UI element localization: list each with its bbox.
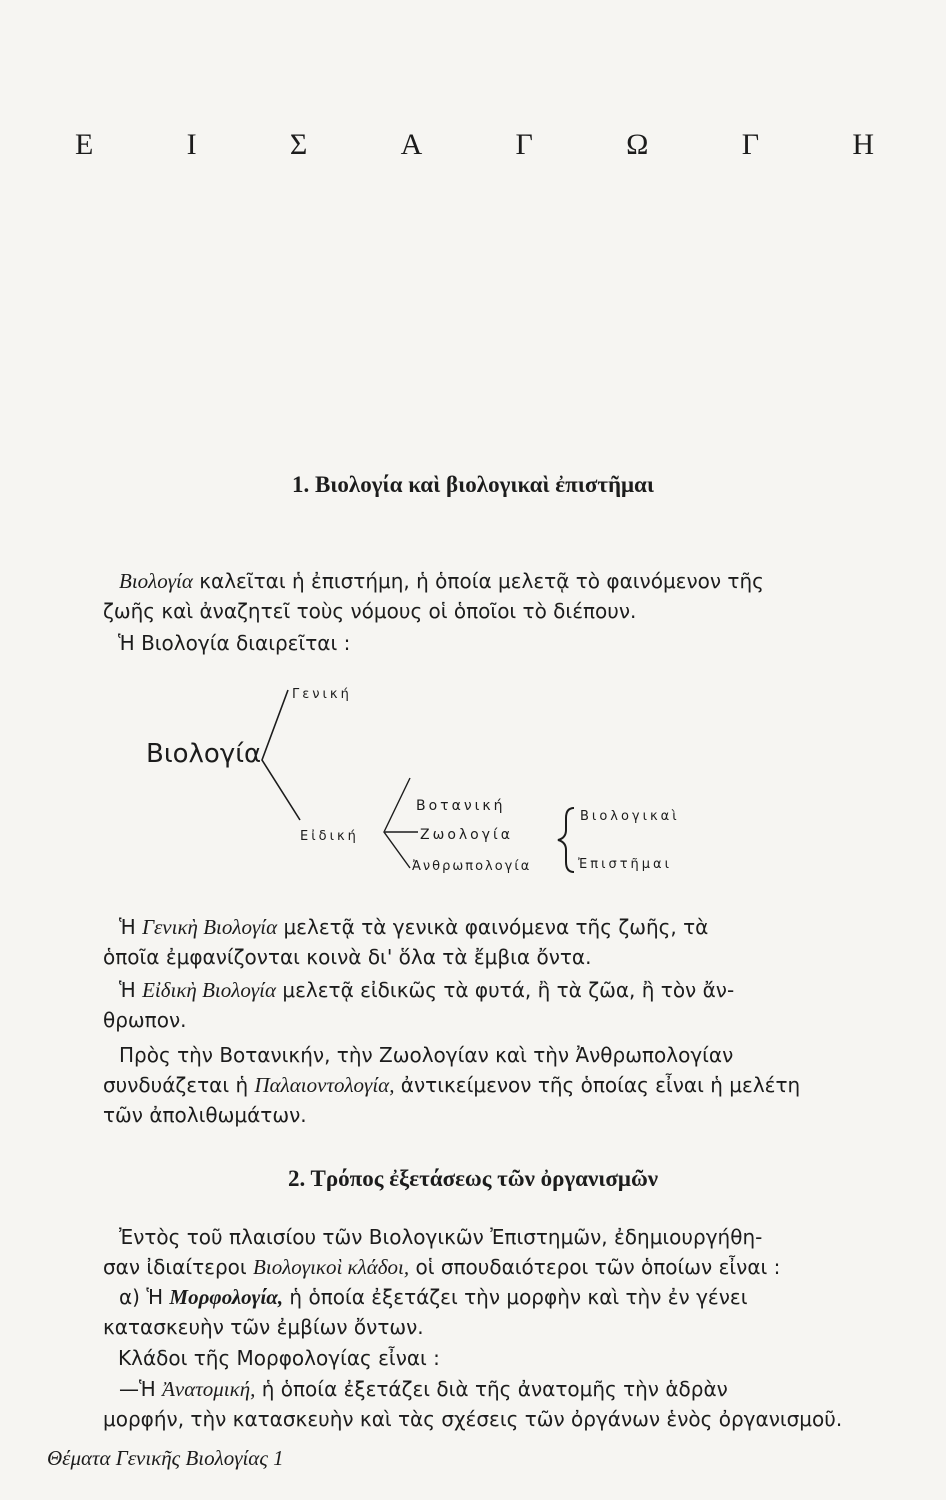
tree-general-label: Γενική [292,687,352,702]
paragraph-special-biology [103,975,863,1035]
text-line: θρωπον. [103,1008,187,1032]
paragraph-branches [103,1222,863,1282]
tree-botany-label: Βοτανική [416,798,506,814]
paragraph-anatomy [103,1374,863,1434]
term-biologia: Βιολογία [119,569,193,593]
text-run: μελετᾷ τὰ γενικὰ φαινόμενα τῆς ζωῆς, τὰ [277,915,709,939]
title-letter: Η [852,128,875,161]
title-letter: Α [400,128,424,161]
tree-anthropology-label: Ἀνθρωπολογία [412,859,532,874]
text-run: Ἡ [119,978,143,1002]
term-anatomy: Ἀνατομική, [162,1377,256,1401]
paragraph-division: Ἡ Βιολογία διαιρεῖται : [118,631,351,655]
term-general-biology: Γενικὴ Βιολογία [142,915,278,939]
term-paleontology: Παλαιοντολογία, [254,1073,395,1097]
tree-special-label: Εἰδική [300,829,359,844]
section-1-heading: 1. Βιολογία καὶ βιολογικαὶ ἐπιστῆμαι [291,472,655,497]
term-morphology: Μορφολογία, [169,1285,284,1309]
text-line: ὁποῖα ἐμφανίζονται κοινὰ δι' ὅλα τὰ ἔμβια ὄντα. [103,945,592,969]
text-line: τῶν ἀπολιθωμάτων. [103,1103,307,1127]
text-run: ἡ ὁποία ἐξετάζει τὴν μορφὴν καὶ τὴν ἐν γένει [283,1285,748,1309]
tree-zoology-label: Ζωολογία [420,827,513,843]
term-biological-branches: Βιολογικοὶ κλάδοι, [253,1255,410,1279]
special-branch-lines [384,778,410,868]
text-run: —Ἡ [119,1377,163,1401]
text-line: Πρὸς τὴν Βοτανικήν, τὴν Ζωολογίαν καὶ τὴν Ἀνθρωπολογίαν [119,1043,734,1067]
text-run: συνδυάζεται ἡ [103,1073,255,1097]
root-branch-lines [262,690,300,820]
text-run: καλεῖται ἡ ἐπιστήμη, ἡ ὁποία μελετᾷ τὸ φαινόμενον τῆς [192,569,764,593]
paragraph-paleontology [103,1040,863,1130]
title-letter: Σ [289,128,309,161]
text-run: ἀντικείμενον τῆς ὁποίας εἶναι ἡ μελέτη [394,1073,801,1097]
tree-root-label: Βιολογία [146,739,262,769]
text-run: οἱ σπουδαιότεροι τῶν ὁποίων εἶναι : [409,1255,781,1279]
text-line: Ἐντὸς τοῦ πλαισίου τῶν Βιολογικῶν Ἐπιστημῶν, ἐδημιουργήθη- [119,1225,763,1249]
title-letter: Ι [186,128,198,161]
text-run: ἡ ὁποία ἐξετάζει διὰ τῆς ἀνατομῆς τὴν ἁδρὰν [255,1377,728,1401]
title-letter: Γ [741,128,761,161]
brace-icon [558,808,574,872]
title-letter: Γ [515,128,534,161]
paragraph-morphology [103,1282,863,1342]
text-line: μορφήν, τὴν κατασκευὴν καὶ τὰς σχέσεις τῶν ὀργάνων ἑνὸς ὀργανισμοῦ. [103,1407,843,1431]
paragraph-morphology-branches: Κλάδοι τῆς Μορφολογίας εἶναι : [118,1346,440,1370]
text-run: Ἡ [119,915,143,939]
text-run: μελετᾷ εἰδικῶς τὰ φυτά, ἢ τὰ ζῶα, ἢ τὸν ἄν- [275,978,735,1002]
brace-label-top: Βιολογικαὶ [580,809,680,824]
title-letter: Ω [626,128,650,161]
text-line: κατασκευὴν τῶν ἐμβίων ὄντων. [103,1315,424,1339]
paragraph-general-biology [103,912,863,972]
text-run: σαν ἰδιαίτεροι [103,1255,254,1279]
title-letter: Ε [75,128,95,161]
text-run: α) Ἡ [119,1285,170,1309]
section-2-heading: 2. Τρόπος ἐξετάσεως τῶν ὀργανισμῶν [287,1166,659,1191]
text-line: ζωῆς καὶ ἀναζητεῖ τοὺς νόμους οἱ ὁποῖοι τὸ διέπουν. [103,599,637,623]
term-special-biology: Εἰδικὴ Βιολογία [142,978,276,1002]
page-footer: Θέματα Γενικῆς Βιολογίας 1 [47,1446,284,1470]
brace-label-bottom: Ἐπιστῆμαι [578,857,673,872]
